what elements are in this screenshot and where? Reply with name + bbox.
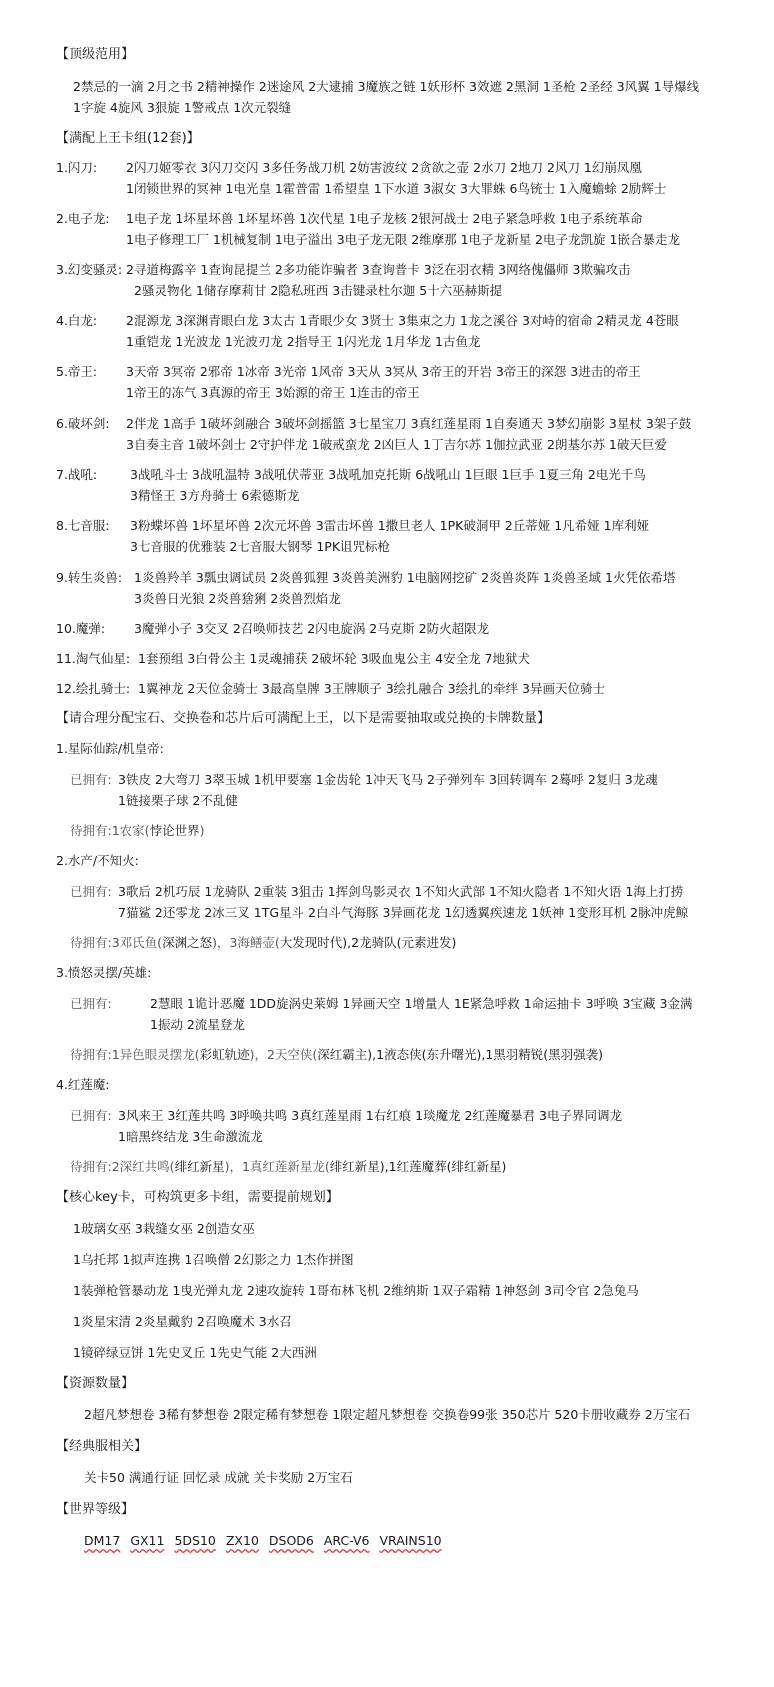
deck-label: 6.破坏剑: [56,416,110,431]
deck-label: 3.幻变骚灵: [56,262,123,277]
wanted-label: 待拥有: [70,823,112,838]
wanted-card: 3邓氏鱼( [111,935,163,950]
key-cards-line: 1装弹枪管暴动龙 1曳光弹丸龙 2速攻旋转 1哥布林飞机 2维纳斯 1双子霜精 1神怒剑 3司令官 2急兔马 [73,1283,639,1298]
wanted-card-rest: 绯红新星),1红莲魔葬(绯红新星) [329,1159,507,1174]
key-cards-line: 1玻璃女巫 3栽缝女巫 2创造女巫 [73,1221,255,1236]
deck-cards-line: 1电子修理工厂 1机械复制 1电子溢出 3电子龙无限 2维摩那 1电子龙新星 2电子龙凯旋 1嵌合暴走龙 [126,232,680,247]
world-level-item: DSOD6 [268,1533,314,1548]
wanted-card-rest: 大发现时代),2龙骑队(元素进发) [279,935,457,950]
section-heading-classic: 【经典服相关】 [56,1439,148,1454]
deck-cards-line: 3精怪王 3方舟骑士 6索德斯龙 [130,488,300,503]
world-level-item: GX11 [130,1533,165,1548]
deck-cards-line: 2伴龙 1高手 1破坏剑融合 3破坏剑摇篮 3七星宝刀 3真红莲星雨 1自奏通天 3梦幻崩影 3星杖 3架子鼓 [126,416,692,431]
deck-label: 9.转生炎兽: [56,570,123,585]
needs-group-title: 2.水产/不知火: [56,853,139,868]
wanted-label: 待拥有: [70,935,112,950]
deck-cards-line: 3战吼斗士 3战吼温特 3战吼伏蒂亚 3战吼加克托斯 6战吼山 1巨眼 1巨手 1夏三角 2电光千鸟 [130,467,646,482]
deck-cards-line: 1重铠龙 1光波龙 1光波刃龙 2指导王 1闪光龙 1月华龙 1古鱼龙 [126,334,481,349]
world-level-list [84,1530,448,1551]
owned-cards-line: 7猫鲨 2还零龙 2冰三叉 1TG星斗 2白斗气海豚 3异画花龙 1幻透翼疾速龙 1妖神 1变形耳机 2脉冲虎鲸 [118,905,689,920]
owned-label: 已拥有: [70,1108,112,1123]
owned-cards-line: 1暗黑终结龙 3生命激流龙 [118,1129,263,1144]
section-heading-resources: 【资源数量】 [56,1376,135,1391]
owned-cards-line: 3风来王 3红莲共鸣 3呼唤共鸣 3真红莲星雨 1右红痕 1琰魔龙 2红莲魔暴君 3电子界同调龙 [118,1108,622,1123]
deck-cards-line: 3天帝 3冥帝 2邪帝 1冰帝 3光帝 1风帝 3天从 3冥从 3帝王的开岩 3帝王的深怨 3进击的帝王 [126,364,641,379]
wanted-card-pack: 绯红新星 [174,1159,225,1174]
owned-label: 已拥有: [70,996,112,1011]
deck-cards-line: 1电子龙 1坏星坏兽 1坏星坏兽 1次代星 1电子龙核 2银河战士 2电子紧急呼救 1电子系统革命 [126,211,643,226]
owned-cards-line: 1链接栗子球 2不乱健 [118,793,238,808]
deck-cards-line: 3七音服的优雅装 2七音服大钢琴 1PK诅咒标枪 [130,539,391,554]
deck-cards-line: 3炎兽日光狼 2炎兽猞猁 2炎兽烈焰龙 [134,591,341,606]
section-heading-top-staples: 【顶级范用】 [56,47,135,62]
world-level-item: ARC-V6 [323,1533,370,1548]
deck-cards-line: 3粉蝶坏兽 1坏星坏兽 2次元坏兽 3雷击坏兽 1撒旦老人 1PK破洞甲 2丘蒂娅 1凡希娅 1库利娅 [130,518,650,533]
wanted-card-pack: 彩虹轨迹 [199,1047,250,1062]
deck-cards-line: 3自奏主音 1破坏剑士 2守护伴龙 1破戒蛮龙 2凶巨人 1丁吉尔苏 1伽拉武亚 2朗基尔苏 1破天巨爱 [126,437,667,452]
section-heading-decks: 【满配上王卡组(12套)】 [56,131,200,146]
wanted-card-rest: 深红霸主),1液态侠(东升曙光),1黑羽精锐(黑羽强袭) [317,1047,604,1062]
resources-line: 2超凡梦想卷 3稀有梦想卷 2限定稀有梦想卷 1限定超凡梦想卷 交换卷99张 350芯片 520卡册收藏券 2万宝石 [84,1407,691,1422]
key-cards-line: 1炎星宋清 2炎星戴豹 2召唤魔术 3水召 [73,1314,292,1329]
wanted-card: )，2天空侠( [249,1047,318,1062]
needs-group-title: 1.星际仙踪/机皇帝: [56,741,164,756]
wanted-cards-line [70,1044,760,1065]
section-heading-key-cards: 【核心key卡，可构筑更多卡组，需要提前规划】 [56,1190,339,1205]
deck-cards-line: 2闪刀姬零衣 3闪刀交闪 3多任务战刀机 2妨害波纹 2贪欲之壶 2水刀 2地刀 2风刀 1幻崩凤凰 [126,160,642,175]
deck-cards-line: 3魔弹小子 3交叉 2召唤师技艺 2闪电旋涡 2马克斯 2防火超限龙 [134,621,490,636]
wanted-card: 1农家( [111,823,150,838]
wanted-card-pack: 悖论世界 [149,823,200,838]
wanted-card-pack: 深渊之怒 [162,935,213,950]
world-level-item: DM17 [84,1533,121,1548]
deck-cards-line: 2混源龙 3深渊青眼白龙 3太古 1青眼少女 3贤士 3集束之力 1龙之溪谷 3对峙的宿命 2精灵龙 4苍眼 [126,313,679,328]
world-level-item: VRAINS10 [379,1533,442,1548]
wanted-card: )，1真红莲新星龙( [224,1159,330,1174]
wanted-cards-line [70,1156,760,1177]
deck-label: 7.战吼: [56,467,98,482]
key-cards-line: 1镜碎绿豆饼 1先史叉丘 1先史气能 2大西洲 [73,1345,317,1360]
deck-cards-line: 1套预组 3白骨公主 1灵魂捕获 2破坏轮 3吸血鬼公主 4安全龙 7地狱犬 [138,651,531,666]
world-level-item: ZX10 [225,1533,259,1548]
wanted-label: 待拥有: [70,1047,112,1062]
owned-label: 已拥有: [70,772,112,787]
top-staples-line-2: 1字旋 4旋风 3狠旋 1警戒点 1次元裂缝 [73,100,292,115]
deck-cards-line: 1炎兽羚羊 3瓢虫调试员 2炎兽狐狸 3炎兽美洲豹 1电脑网挖矿 2炎兽炎阵 1炎兽圣域 1火凭依希塔 [134,570,676,585]
wanted-card: 2深红共鸣( [111,1159,175,1174]
owned-cards-line: 3铁皮 2大弯刀 3翠玉城 1机甲要塞 1金齿轮 1冲天飞马 2子弹列车 3回转调车 2蓦呼 2复归 3龙魂 [118,772,658,787]
owned-cards-line: 2慧眼 1诡计恶魔 1DD旋涡史莱姆 1异画天空 1增量人 1E紧急呼救 1命运抽卡 3呼唤 3宝藏 3金满 [150,996,693,1011]
deck-cards-line: 1闭锁世界的冥神 1电光皇 1霍普雷 1希望皇 1下水道 3淑女 3大罪蛛 6鸟铳士 1入魔蟾蜍 2励辉士 [126,181,667,196]
top-staples-line-1: 2禁忌的一滴 2月之书 2精神操作 2迷途风 2大逮捕 3魔族之链 1妖形杯 3效遮 2黑洞 1圣枪 2圣经 3风翼 1导爆线 [73,79,700,94]
wanted-card: 1异色眼灵摆龙( [111,1047,200,1062]
deck-label: 8.七音服: [56,518,110,533]
wanted-cards-line [70,820,760,841]
needs-group-title: 3.愤怒灵摆/英雄: [56,965,152,980]
deck-label: 1.闪刀: [56,160,98,175]
deck-label: 11.淘气仙星: [56,651,131,666]
wanted-card: ) [199,823,205,838]
needs-group-title: 4.红莲魔: [56,1077,110,1092]
wanted-label: 待拥有: [70,1159,112,1174]
deck-label: 10.魔弹: [56,621,106,636]
deck-label: 12.绘扎骑士: [56,681,131,696]
deck-cards-line: 1翼神龙 2天位金骑士 3最高皇牌 3王牌顺子 3绘扎融合 3绘扎的牵绊 3异画天位骑士 [138,681,606,696]
deck-cards-line: 1帝王的冻气 3真源的帝王 3始源的帝王 1连击的帝王 [126,385,420,400]
key-cards-line: 1乌托邦 1拟声连携 1召唤僧 2幻影之力 1杰作拼图 [73,1252,354,1267]
deck-cards-line: 2寻道梅露辛 1查询昆提兰 2多功能诈骗者 3查询普卡 3泛在羽衣精 3网络傀儡师 3欺骗攻击 [126,262,631,277]
wanted-cards-line [70,932,760,953]
owned-label: 已拥有: [70,884,112,899]
section-heading-world-level: 【世界等级】 [56,1502,135,1517]
owned-cards-line: 3歌后 2机巧辰 1龙骑队 2重装 3狙击 1挥剑鸟影灵衣 1不知火武部 1不知火隐者 1不知火语 1海上打捞 [118,884,684,899]
deck-label: 4.白龙: [56,313,98,328]
section-heading-needs: 【请合理分配宝石、交换卷和芯片后可满配上王，以下是需要抽取或兑换的卡牌数量】 [56,711,551,726]
deck-label: 2.电子龙: [56,211,110,226]
classic-line: 关卡50 满通行证 回忆录 成就 关卡奖励 2万宝石 [84,1470,353,1485]
owned-cards-line: 1振动 2流星登龙 [150,1017,245,1032]
world-level-item: 5DS10 [174,1533,216,1548]
deck-cards-line: 2骚灵物化 1储存摩莉甘 2隐私班西 3击键录杜尔迦 5十六巫赫斯提 [134,283,503,298]
deck-label: 5.帝王: [56,364,98,379]
wanted-card: )，3海鳝壶( [212,935,280,950]
